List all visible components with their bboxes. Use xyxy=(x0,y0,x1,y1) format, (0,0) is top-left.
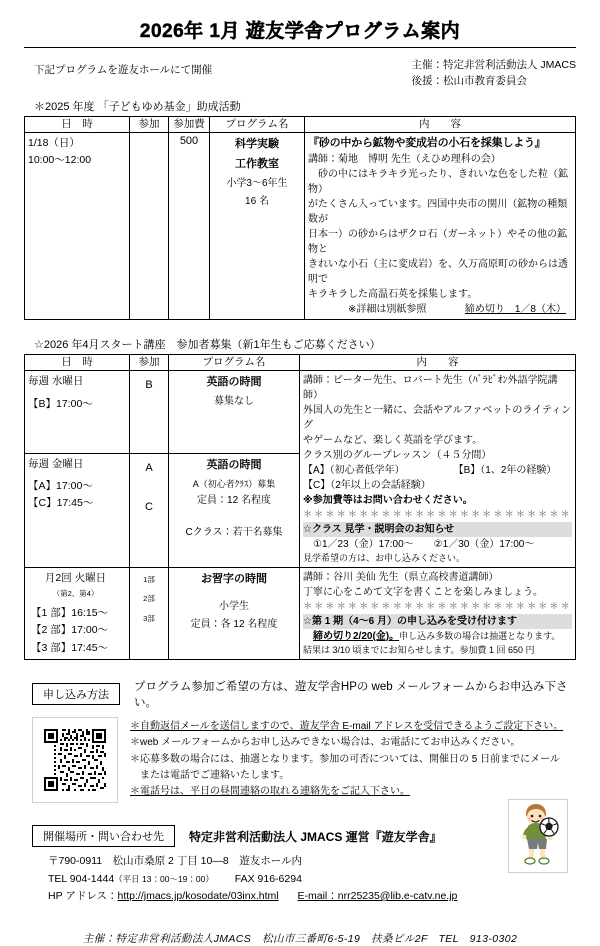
cell-fee: 500 xyxy=(169,133,210,320)
contact-label: 開催場所・問い合わせ先 xyxy=(32,825,175,847)
open-class-dates: ①1／23（金）17:00～ ②1／30（金）17:00～ xyxy=(313,538,535,550)
program-line-1: 英語の時間 xyxy=(206,376,262,389)
join-class-c: C xyxy=(145,501,153,514)
content-body-2: がたくさん入っています。四国中央市の関川（鉱物の種類数が xyxy=(308,198,568,225)
content-teacher: 講師：菊地 博明 先生（えひめ理科の会） xyxy=(308,153,501,165)
col-header-date: 日 時 xyxy=(25,354,130,371)
table-row xyxy=(25,371,576,453)
cell-join xyxy=(130,133,169,320)
content-deadline: 締め切り 1／8（木） xyxy=(464,303,566,315)
table-header-row xyxy=(25,354,576,371)
cell-date xyxy=(25,568,130,660)
date-line-1: 1/18（日） xyxy=(28,137,80,150)
col-header-fee: 参加費 xyxy=(169,116,210,133)
cell-program-name xyxy=(169,568,300,660)
cell-content-calligraphy xyxy=(300,568,576,660)
content-body-1: 外国人の先生と一緒に、会話やアルファベットのライティング xyxy=(303,405,572,432)
cell-join xyxy=(130,568,169,660)
hp-url-link[interactable]: http://jmacs.jp/kosodate/03inx.html xyxy=(117,889,279,902)
title-divider xyxy=(24,47,576,48)
contact-tel-hours: （平日 13：00～19：00） xyxy=(114,873,214,884)
date-line-2: 【B】17:00～ xyxy=(28,397,93,410)
table-row xyxy=(25,133,576,320)
apply-section xyxy=(24,678,576,803)
content-teacher: 講師：谷川 美仙 先生（県立高校書道講師） xyxy=(303,572,499,584)
apply-header-row xyxy=(32,678,576,710)
subheader xyxy=(24,58,576,90)
boy-with-soccer-ball-illustration xyxy=(508,799,568,873)
date-line-5: 【3 部】17:45～ xyxy=(31,641,109,654)
cell-date xyxy=(25,133,130,320)
cell-program-name xyxy=(169,371,300,453)
col-header-content: 内 容 xyxy=(300,354,576,371)
cell-content xyxy=(305,133,576,320)
term1-detail-row xyxy=(303,629,572,644)
date-line-1: 月2回 火曜日 xyxy=(44,572,107,585)
contact-org-name: 特定非営利活動法人 JMACS 運営『遊友学舎』 xyxy=(189,829,442,844)
program-line-4: Cクラス：若干名募集 xyxy=(185,526,283,538)
program-line-3: 定員：12 名程度 xyxy=(197,494,271,506)
program-line-2: 小学生 xyxy=(219,601,249,613)
apply-notes xyxy=(130,717,563,803)
star-divider: ＊＊＊＊＊＊＊＊＊＊＊＊＊＊＊＊＊＊＊＊＊＊＊＊ xyxy=(303,509,572,520)
date-line-3: 【1 部】16:15～ xyxy=(31,606,109,619)
cell-date xyxy=(25,371,130,453)
open-class-note: 見学希望の方は、お申し込みください。 xyxy=(303,552,466,563)
date-line-4: 【2 部】17:00～ xyxy=(31,624,109,637)
apply-note-1: ＊自動返信メールを送信しますので、遊友学舎 E-mail アドレスを受信できるようご設定下さい。 xyxy=(130,721,564,733)
contact-tel: TEL 904-1444 xyxy=(48,872,115,885)
date-line-2: 【A】17:00～ xyxy=(28,480,93,493)
apply-note-5: ＊電話号は、平日の昼間連絡の取れる連絡先をご記入下さい。 xyxy=(130,786,410,798)
col-header-content: 内 容 xyxy=(305,116,576,133)
contact-details xyxy=(48,853,576,905)
cell-join xyxy=(130,453,169,568)
email-label: E-mail： xyxy=(297,889,338,902)
content-heading: 『砂の中から鉱物や変成岩の小石を採集しよう』 xyxy=(308,137,546,150)
content-body-1: 丁寧に心をこめて文字を書くことを楽しみましょう。 xyxy=(303,587,543,599)
col-header-date: 日 時 xyxy=(25,116,130,133)
term1-result: 結果は 3/10 頃までにお知らせします。参加費 1 回 650 円 xyxy=(303,644,535,655)
table-row xyxy=(25,568,576,660)
cell-date xyxy=(25,453,130,568)
join-class-a: A xyxy=(145,461,153,474)
contact-header-row xyxy=(32,825,576,847)
program-line-2: A（初心者ｸﾗｽ）募集 xyxy=(192,478,276,489)
date-line-1: 毎週 金曜日 xyxy=(28,457,84,470)
program-line-3: 定員：各 12 名程度 xyxy=(190,619,278,631)
program-line-1: お習字の時間 xyxy=(201,573,267,586)
contact-address: 〒790-0911 松山市桑原 2 丁目 10—8 遊友ホール内 xyxy=(48,855,302,868)
content-body-4: きれいな小石（主に変成岩）を、久万高原町の砂からは透明で xyxy=(308,258,568,285)
term1-heading: ☆第 1 期（4～6 月）の申し込みを受け付けます xyxy=(303,614,572,629)
apply-note-4: または電話でご連絡いたします。 xyxy=(140,769,290,781)
program-line-2: 工作教室 xyxy=(235,157,279,170)
join-part-1: 1部 xyxy=(143,575,155,585)
col-header-join: 参加 xyxy=(130,116,169,133)
col-header-join: 参加 xyxy=(130,354,169,371)
content-teacher: 講師：ピーター先生、ロバート先生（ﾊﾞﾗﾋﾞｵﾝ外語学院講師） xyxy=(303,375,558,402)
program-line-3: 小学3～6年生 xyxy=(226,177,288,189)
cell-program-name xyxy=(210,133,305,320)
apply-note-3: ＊応募多数の場合には、抽選となります。参加の可否については、開催日の 5 日前までにメール xyxy=(130,753,560,765)
col-header-program: プログラム名 xyxy=(210,116,305,133)
term1-lottery: 申し込み多数の場合は抽選となります。 xyxy=(399,630,561,641)
content-body-3: 日本一）の砂からはザクロ石（ガーネット）やその他の鉱物と xyxy=(308,228,568,255)
apply-note-2: ＊web メールフォームからお申し込みできない場合は、お電話にてお申込みください。 xyxy=(130,737,521,749)
apply-body xyxy=(32,717,576,803)
cell-program-name xyxy=(169,453,300,568)
venue-note: 下記プログラムを遊友ホールにて開催 xyxy=(34,64,213,76)
date-line-2: （第2、第4） xyxy=(52,588,99,598)
content-note: ※詳細は別紙参照 xyxy=(348,303,427,315)
section2-caption: ☆2026 年4月スタート講座 参加者募集（新1年生もご応募ください） xyxy=(34,338,381,351)
section1-caption: ＊2025 年度 「子どもゆめ基金」助成活動 xyxy=(34,100,241,113)
program-line-1: 科学実験 xyxy=(235,138,279,151)
footer-note: 主催：特定非営利活動法人JMACS 松山市三番町6-5-19 扶桑ビル2F TEL 913-0302 xyxy=(82,933,518,946)
class-ab-row xyxy=(303,463,572,478)
star-divider: ＊＊＊＊＊＊＊＊＊＊＊＊＊＊＊＊＊＊＊＊＊＊＊＊ xyxy=(303,601,572,612)
program-line-4: 16 名 xyxy=(245,195,269,207)
join-part-2: 2部 xyxy=(143,594,155,604)
contact-section xyxy=(24,825,576,905)
supporter-line: 後援：松山市教育委員会 xyxy=(411,74,527,87)
page-title: 2026年 1月 遊友学舎プログラム案内 xyxy=(139,21,461,42)
content-body-3: クラス別のグループレッスン（４５分間） xyxy=(303,450,492,462)
section1-table xyxy=(24,116,576,320)
content-body-1: 砂の中にはキラキラ光ったり、きれいな色をした粒（鉱物） xyxy=(308,168,568,195)
hp-label: HP アドレス： xyxy=(48,889,118,902)
class-b-label: 【B】（1、2年の経験） xyxy=(453,465,557,477)
section2-table xyxy=(24,354,576,661)
content-body-2: やゲームなど、楽しく英語を学びます。 xyxy=(303,435,483,447)
cell-join xyxy=(130,371,169,453)
content-footnote-row xyxy=(308,302,572,317)
open-class-heading: ☆クラス 見学・説明会のお知らせ xyxy=(303,522,572,537)
qr-code[interactable] xyxy=(32,717,118,803)
join-class-b: B xyxy=(145,379,153,392)
contact-fax: FAX 916-6294 xyxy=(234,872,302,885)
content-fee-note: ※参加費等はお問い合わせください。 xyxy=(303,495,473,507)
program-flyer-page xyxy=(0,16,600,946)
contact-phone-row xyxy=(48,871,576,888)
class-a-label: 【A】（初心者低学年） xyxy=(303,465,405,477)
organizer-block xyxy=(411,58,576,90)
organizer-line: 主催：特定非営利活動法人 JMACS xyxy=(411,59,576,71)
date-line-1: 毎週 水曜日 xyxy=(28,375,84,388)
term1-deadline: 締め切り2/20(金)。 xyxy=(313,630,400,642)
date-line-3: 【C】17:45～ xyxy=(28,497,94,510)
program-line-1: 英語の時間 xyxy=(206,458,262,471)
contact-web-row xyxy=(48,888,576,905)
apply-method-label: 申し込み方法 xyxy=(32,683,120,705)
email-link[interactable]: nrr25235@lib.e-catv.ne.jp xyxy=(337,889,458,902)
date-line-2: 10:00～12:00 xyxy=(28,154,92,167)
table-header-row xyxy=(25,116,576,133)
apply-headline: プログラム参加ご希望の方は、遊友学舎HPの web メールフォームからお申込み下さい。 xyxy=(134,681,568,710)
program-line-2: 募集なし xyxy=(214,396,254,408)
class-c-label: 【C】（2年以上の会話経験） xyxy=(303,480,431,492)
join-part-3: 3部 xyxy=(143,613,155,623)
content-body-5: キラキラした高温石英を採集します。 xyxy=(308,288,478,300)
col-header-program: プログラム名 xyxy=(169,354,300,371)
cell-content-english xyxy=(300,371,576,568)
